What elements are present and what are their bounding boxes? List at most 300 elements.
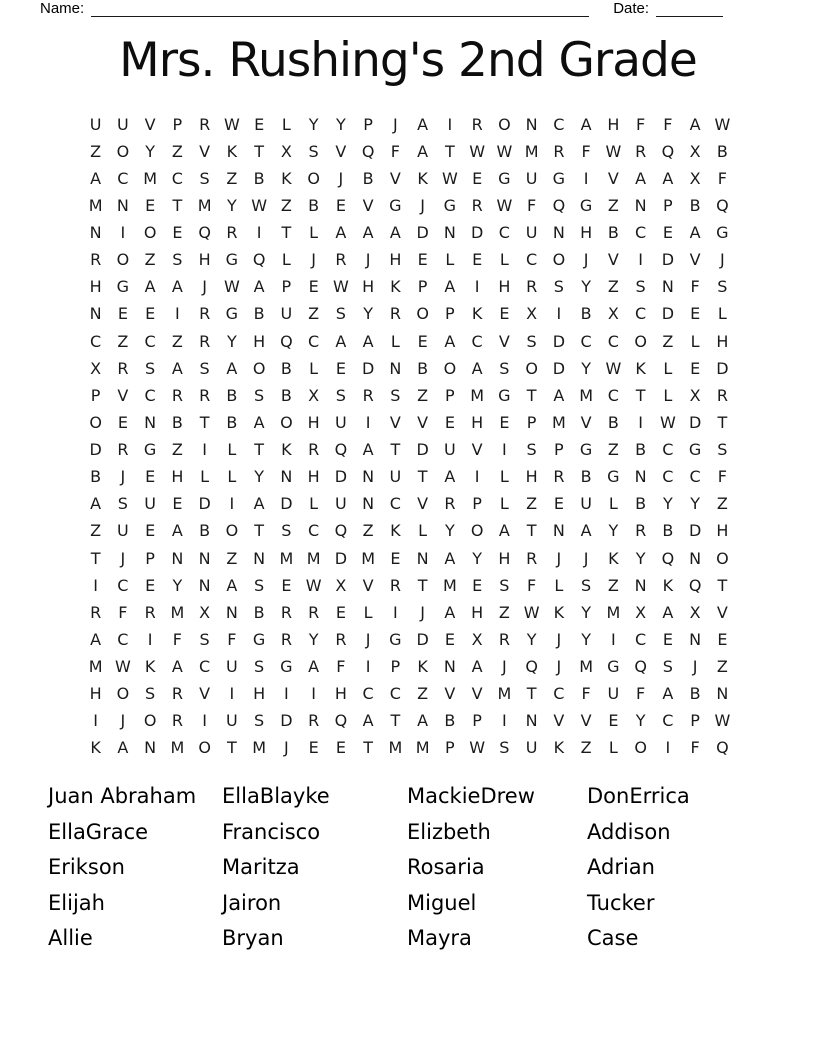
- grid-letter: A: [662, 168, 674, 188]
- grid-letter: F: [118, 602, 128, 622]
- grid-letter: J: [420, 602, 425, 622]
- grid-letter: V: [199, 684, 211, 704]
- grid-letter: B: [635, 440, 647, 460]
- grid-letter: K: [390, 277, 401, 297]
- grid-letter: A: [444, 277, 456, 297]
- grid-letter: I: [175, 304, 180, 324]
- grid-letter: N: [362, 467, 375, 487]
- grid-letter: L: [608, 738, 618, 758]
- grid-letter: J: [556, 657, 562, 677]
- grid-letter: E: [145, 521, 156, 541]
- grid-letter: V: [498, 331, 510, 351]
- grid-letter: I: [147, 629, 153, 649]
- grid-letter: L: [554, 575, 564, 595]
- grid-letter: C: [689, 467, 701, 487]
- grid-letter: E: [281, 575, 292, 595]
- grid-letter: R: [553, 141, 565, 161]
- grid-letter: I: [393, 602, 398, 622]
- grid-letter: O: [443, 358, 457, 378]
- grid-letter: V: [335, 141, 347, 161]
- grid-letter: S: [635, 277, 646, 297]
- grid-letter: W: [469, 141, 486, 161]
- grid-letter: R: [199, 331, 211, 351]
- grid-letter: E: [662, 629, 673, 649]
- grid-letter: C: [553, 114, 565, 134]
- grid-letter: G: [116, 277, 130, 297]
- grid-letter: L: [499, 494, 509, 514]
- grid-letter: B: [689, 195, 701, 215]
- grid-letter: J: [583, 548, 589, 568]
- word-list-item: Rosaria: [407, 855, 485, 880]
- grid-letter: Z: [117, 331, 129, 351]
- grid-letter: K: [662, 575, 674, 595]
- grid-letter: A: [253, 277, 265, 297]
- grid-letter: S: [526, 331, 537, 351]
- grid-letter: A: [335, 223, 347, 243]
- grid-letter: Y: [472, 548, 483, 568]
- grid-letter: N: [716, 684, 729, 704]
- grid-letter: L: [309, 358, 319, 378]
- grid-letter: A: [226, 358, 238, 378]
- grid-letter: J: [365, 250, 371, 270]
- grid-letter: Y: [226, 195, 237, 215]
- grid-letter: T: [526, 385, 537, 405]
- grid-letter: E: [335, 738, 346, 758]
- grid-letter: Z: [226, 548, 238, 568]
- grid-letter: A: [580, 114, 592, 134]
- grid-letter: A: [90, 494, 102, 514]
- grid-letter: N: [525, 711, 538, 731]
- grid-letter: W: [469, 738, 486, 758]
- grid-letter: Z: [607, 195, 619, 215]
- grid-letter: U: [525, 738, 538, 758]
- grid-letter: E: [308, 738, 319, 758]
- grid-letter: K: [226, 141, 238, 161]
- grid-letter: G: [443, 195, 457, 215]
- grid-letter: R: [526, 548, 538, 568]
- grid-letter: N: [634, 195, 647, 215]
- grid-letter: B: [226, 385, 238, 405]
- grid-letter: M: [88, 657, 103, 677]
- grid-letter: O: [552, 250, 566, 270]
- grid-letter: E: [417, 250, 428, 270]
- grid-letter: C: [662, 711, 674, 731]
- grid-letter: M: [197, 195, 212, 215]
- grid-letter: Z: [144, 250, 156, 270]
- grid-letter: K: [90, 738, 101, 758]
- grid-letter: Q: [280, 331, 293, 351]
- grid-letter: G: [389, 629, 402, 649]
- grid-letter: O: [634, 738, 647, 758]
- grid-letter: W: [523, 602, 540, 622]
- grid-letter: T: [226, 738, 237, 758]
- grid-letter: Y: [226, 331, 237, 351]
- grid-letter: L: [663, 358, 673, 378]
- grid-letter: A: [253, 494, 265, 514]
- grid-letter: J: [502, 657, 507, 677]
- grid-letter: H: [471, 412, 484, 432]
- grid-letter: M: [279, 548, 294, 568]
- grid-letter: G: [716, 223, 729, 243]
- grid-letter: E: [472, 168, 483, 188]
- grid-letter: J: [692, 657, 698, 677]
- grid-letter: S: [499, 575, 510, 595]
- grid-letter: M: [170, 602, 185, 622]
- grid-letter: R: [171, 684, 183, 704]
- grid-letter: G: [688, 440, 702, 460]
- grid-letter: H: [307, 412, 320, 432]
- grid-letter: L: [717, 304, 727, 324]
- grid-letter: R: [308, 711, 320, 731]
- grid-letter: M: [415, 738, 430, 758]
- grid-letter: D: [334, 548, 348, 568]
- grid-letter: I: [365, 412, 371, 432]
- grid-letter: U: [89, 114, 102, 134]
- grid-letter: N: [89, 304, 102, 324]
- grid-letter: Q: [334, 521, 348, 541]
- grid-letter: R: [471, 114, 483, 134]
- grid-letter: A: [553, 385, 565, 405]
- grid-letter: Q: [552, 195, 566, 215]
- grid-letter: S: [717, 277, 728, 297]
- grid-letter: M: [497, 684, 512, 704]
- grid-letter: D: [470, 223, 484, 243]
- grid-letter: T: [417, 575, 428, 595]
- grid-letter: A: [90, 629, 102, 649]
- grid-letter: I: [365, 657, 371, 677]
- grid-letter: E: [145, 304, 156, 324]
- grid-letter: V: [607, 168, 619, 188]
- grid-letter: M: [388, 738, 403, 758]
- grid-letter: R: [635, 141, 647, 161]
- grid-letter: T: [444, 141, 455, 161]
- grid-letter: N: [689, 548, 702, 568]
- grid-letter: O: [498, 114, 511, 134]
- grid-letter: P: [445, 738, 455, 758]
- grid-letter: W: [305, 575, 322, 595]
- grid-letter: B: [580, 467, 592, 487]
- grid-letter: R: [716, 385, 728, 405]
- grid-letter: N: [253, 548, 266, 568]
- grid-letter: Y: [526, 629, 537, 649]
- grid-letter: M: [170, 738, 185, 758]
- word-list-item: EllaBlayke: [222, 784, 330, 808]
- grid-letter: C: [199, 657, 211, 677]
- grid-letter: B: [444, 711, 456, 731]
- grid-letter: H: [253, 331, 266, 351]
- grid-letter: I: [502, 440, 507, 460]
- grid-letter: R: [308, 602, 320, 622]
- grid-letter: H: [362, 277, 375, 297]
- grid-letter: J: [720, 250, 725, 270]
- grid-letter: Q: [361, 141, 375, 161]
- grid-letter: T: [254, 521, 265, 541]
- grid-letter: B: [199, 521, 211, 541]
- grid-letter: H: [198, 250, 211, 270]
- grid-letter: C: [117, 168, 129, 188]
- grid-letter: A: [417, 711, 429, 731]
- grid-letter: Z: [607, 277, 619, 297]
- grid-letter: N: [552, 223, 565, 243]
- grid-letter: O: [280, 412, 293, 432]
- grid-letter: S: [281, 521, 292, 541]
- grid-letter: O: [198, 738, 211, 758]
- grid-letter: P: [690, 711, 700, 731]
- grid-letter: A: [362, 440, 374, 460]
- grid-letter: Q: [334, 711, 348, 731]
- grid-letter: D: [280, 494, 293, 514]
- grid-letter: V: [389, 412, 401, 432]
- grid-letter: U: [117, 114, 129, 134]
- grid-letter: E: [472, 575, 483, 595]
- grid-letter: R: [553, 467, 565, 487]
- grid-letter: A: [444, 602, 456, 622]
- grid-letter: S: [145, 358, 156, 378]
- grid-letter: I: [202, 440, 207, 460]
- grid-letter: N: [198, 575, 211, 595]
- grid-letter: G: [498, 385, 511, 405]
- grid-letter: S: [254, 711, 265, 731]
- grid-letter: Q: [198, 223, 211, 243]
- grid-letter: V: [580, 412, 592, 432]
- word-list-item: Allie: [48, 926, 93, 951]
- grid-letter: Z: [580, 738, 592, 758]
- grid-letter: K: [608, 548, 619, 568]
- grid-letter: W: [496, 195, 513, 215]
- grid-letter: A: [90, 168, 102, 188]
- grid-letter: B: [716, 141, 728, 161]
- grid-letter: D: [688, 521, 702, 541]
- grid-letter: D: [361, 358, 375, 378]
- grid-letter: D: [416, 440, 429, 460]
- grid-letter: R: [117, 358, 129, 378]
- word-list-item: Addison: [587, 819, 671, 844]
- grid-letter: L: [390, 331, 400, 351]
- grid-letter: N: [144, 412, 157, 432]
- grid-letter: U: [444, 440, 456, 460]
- grid-letter: K: [390, 521, 401, 541]
- grid-letter: A: [580, 521, 592, 541]
- word-list-column: [587, 779, 777, 957]
- grid-letter: G: [579, 440, 593, 460]
- grid-letter: P: [472, 711, 482, 731]
- grid-letter: R: [90, 250, 102, 270]
- grid-letter: O: [225, 521, 239, 541]
- grid-letter: I: [474, 277, 480, 297]
- grid-letter: J: [202, 277, 207, 297]
- grid-letter: L: [200, 467, 210, 487]
- grid-letter: W: [332, 277, 349, 297]
- grid-letter: U: [144, 494, 156, 514]
- grid-letter: H: [334, 684, 347, 704]
- grid-letter: R: [335, 250, 347, 270]
- grid-letter: S: [499, 358, 510, 378]
- grid-letter: E: [444, 629, 455, 649]
- grid-letter: D: [552, 358, 566, 378]
- grid-letter: S: [553, 277, 564, 297]
- grid-letter: O: [252, 358, 266, 378]
- grid-letter: O: [416, 304, 429, 324]
- grid-letter: K: [471, 304, 483, 324]
- grid-letter: R: [199, 304, 211, 324]
- grid-letter: A: [444, 548, 456, 568]
- word-list-item: DonErrica: [587, 784, 690, 808]
- grid-letter: E: [553, 494, 564, 514]
- grid-letter: O: [116, 141, 130, 161]
- grid-letter: G: [389, 195, 402, 215]
- grid-letter: U: [226, 657, 238, 677]
- grid-letter: Y: [172, 575, 183, 595]
- grid-letter: K: [553, 602, 565, 622]
- word-list-item: Elijah: [48, 890, 105, 915]
- grid-letter: G: [607, 467, 620, 487]
- grid-letter: V: [362, 195, 374, 215]
- grid-letter: N: [443, 223, 456, 243]
- grid-letter: N: [144, 738, 157, 758]
- grid-letter: F: [227, 629, 237, 649]
- grid-letter: D: [661, 250, 675, 270]
- grid-letter: C: [144, 385, 156, 405]
- grid-letter: B: [607, 223, 619, 243]
- grid-letter: B: [662, 521, 674, 541]
- word-list-item: Maritza: [222, 855, 300, 880]
- word-list-item: Adrian: [587, 855, 655, 880]
- grid-letter: R: [144, 602, 156, 622]
- grid-letter: G: [280, 657, 293, 677]
- grid-letter: G: [143, 440, 157, 460]
- grid-letter: A: [471, 358, 483, 378]
- grid-letter: E: [472, 250, 483, 270]
- grid-letter: B: [253, 168, 265, 188]
- grid-letter: E: [690, 304, 701, 324]
- grid-letter: A: [417, 114, 429, 134]
- grid-letter: L: [309, 494, 319, 514]
- grid-letter: Z: [716, 657, 728, 677]
- grid-letter: W: [251, 195, 268, 215]
- grid-letter: R: [498, 629, 510, 649]
- grid-letter: M: [442, 575, 457, 595]
- grid-letter: Q: [334, 440, 348, 460]
- grid-letter: E: [417, 331, 428, 351]
- grid-letter: H: [89, 684, 102, 704]
- word-list-item: Mayra: [407, 926, 472, 951]
- grid-letter: L: [418, 521, 428, 541]
- grid-letter: J: [311, 250, 316, 270]
- grid-letter: C: [607, 385, 619, 405]
- grid-letter: L: [281, 250, 291, 270]
- grid-letter: D: [89, 440, 102, 460]
- grid-letter: G: [607, 657, 620, 677]
- grid-letter: L: [445, 250, 455, 270]
- grid-letter: P: [172, 114, 183, 134]
- grid-letter: X: [689, 602, 701, 622]
- grid-letter: Y: [635, 711, 646, 731]
- grid-letter: E: [145, 575, 156, 595]
- grid-letter: X: [471, 629, 483, 649]
- grid-letter: X: [335, 575, 347, 595]
- grid-letter: T: [90, 548, 101, 568]
- grid-letter: S: [526, 440, 537, 460]
- grid-letter: A: [335, 331, 347, 351]
- grid-letter: Y: [662, 494, 673, 514]
- name-blank-line: [91, 2, 589, 17]
- grid-letter: B: [607, 412, 619, 432]
- grid-letter: F: [717, 467, 727, 487]
- grid-letter: W: [114, 657, 131, 677]
- date-label: Date:: [613, 0, 650, 17]
- grid-letter: M: [361, 548, 376, 568]
- grid-letter: N: [443, 657, 456, 677]
- grid-letter: S: [335, 304, 346, 324]
- grid-letter: U: [580, 494, 592, 514]
- grid-letter: H: [607, 114, 620, 134]
- grid-letter: E: [254, 114, 265, 134]
- grid-letter: F: [581, 141, 591, 161]
- grid-letter: T: [172, 195, 183, 215]
- grid-letter: R: [335, 629, 347, 649]
- grid-letter: Y: [690, 494, 701, 514]
- grid-letter: Q: [716, 738, 729, 758]
- grid-letter: L: [608, 494, 618, 514]
- grid-letter: D: [688, 412, 702, 432]
- word-list-item: Jairon: [222, 890, 282, 915]
- grid-letter: Q: [661, 548, 675, 568]
- grid-letter: C: [662, 440, 674, 460]
- grid-letter: J: [120, 548, 126, 568]
- grid-letter: B: [280, 358, 292, 378]
- grid-letter: T: [254, 440, 265, 460]
- grid-letter: U: [389, 467, 402, 487]
- grid-letter: M: [579, 385, 594, 405]
- grid-letter: G: [579, 195, 593, 215]
- grid-letter: E: [662, 223, 673, 243]
- grid-letter: V: [199, 141, 211, 161]
- grid-letter: F: [336, 657, 346, 677]
- grid-letter: O: [525, 358, 538, 378]
- grid-letter: P: [281, 277, 292, 297]
- grid-letter: T: [199, 412, 210, 432]
- grid-letter: E: [335, 358, 346, 378]
- grid-letter: E: [172, 494, 183, 514]
- grid-letter: B: [635, 494, 647, 514]
- grid-letter: T: [717, 575, 728, 595]
- grid-letter: R: [171, 385, 183, 405]
- grid-letter: C: [117, 575, 129, 595]
- grid-letter: F: [636, 684, 646, 704]
- grid-letter: X: [280, 141, 292, 161]
- word-list-item: Bryan: [222, 926, 284, 951]
- grid-letter: Z: [417, 684, 429, 704]
- grid-letter: B: [226, 412, 238, 432]
- grid-letter: E: [145, 467, 156, 487]
- grid-letter: J: [284, 738, 289, 758]
- grid-letter: Q: [252, 250, 266, 270]
- grid-letter: O: [116, 684, 130, 704]
- grid-letter: W: [714, 711, 731, 731]
- grid-letter: E: [608, 711, 619, 731]
- grid-letter: K: [635, 358, 646, 378]
- grid-letter: O: [143, 223, 157, 243]
- grid-letter: W: [441, 168, 458, 188]
- grid-letter: C: [553, 684, 565, 704]
- grid-letter: I: [120, 223, 126, 243]
- grid-letter: O: [634, 331, 647, 351]
- word-list-item: Juan Abraham: [48, 784, 197, 808]
- grid-letter: D: [416, 629, 429, 649]
- date-blank-line: [656, 2, 723, 17]
- grid-letter: T: [254, 141, 265, 161]
- grid-letter: Z: [226, 168, 238, 188]
